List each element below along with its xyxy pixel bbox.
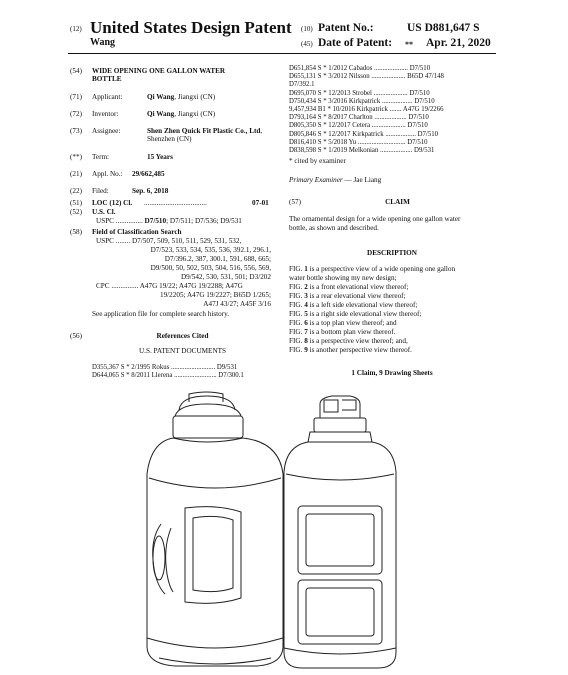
reference-dots: .................... bbox=[371, 73, 406, 81]
reference-num: D695,070 S bbox=[289, 89, 322, 97]
loc-dots: ................................... bbox=[144, 199, 207, 207]
reference-cls: D7/510 bbox=[407, 122, 428, 130]
reference-dots: ................... bbox=[374, 114, 407, 122]
reference-date: 8/2017 bbox=[328, 114, 348, 122]
reference-cls: D7/510 bbox=[407, 138, 428, 146]
reference-star: * bbox=[323, 114, 327, 122]
description-line: water bottle showing my new design; bbox=[289, 274, 397, 282]
inventor-surname: Wang bbox=[90, 37, 116, 48]
header-rule bbox=[68, 53, 496, 54]
reference-cls: D7/510 bbox=[414, 97, 435, 105]
applicant-label: Applicant: bbox=[92, 93, 123, 101]
reference-num: D655,131 S bbox=[289, 73, 322, 81]
reference-star: * bbox=[323, 130, 327, 138]
reference-cls: B65D 47/148 bbox=[407, 73, 444, 81]
assignee-label: Assignee: bbox=[92, 127, 121, 135]
applicant-value: Qi Wang, Jiangxi (CN) bbox=[147, 93, 216, 101]
reference-num: D838,598 S bbox=[289, 147, 322, 154]
reference-num: D805,350 S bbox=[289, 122, 322, 130]
code-72: (72) bbox=[70, 110, 82, 118]
reference-row bbox=[289, 147, 434, 156]
reference-num: D750,434 S bbox=[289, 97, 322, 105]
reference-cls: D7/392.1 bbox=[289, 81, 315, 89]
inventor-value: Qi Wang, Jiangxi (CN) bbox=[147, 110, 216, 118]
reference-name: Yu bbox=[348, 138, 357, 146]
reference-num: D816,410 S bbox=[289, 138, 322, 146]
reference-date: 12/2017 bbox=[328, 122, 351, 130]
description-line: FIG. 4 is a left side elevational view thereof; bbox=[289, 301, 418, 309]
field-search-uspc-line5: D9/542, 530, 531, 501; D3/202 bbox=[180, 273, 271, 281]
references-title: References Cited bbox=[156, 332, 209, 340]
filed-value: Sep. 6, 2018 bbox=[132, 187, 169, 195]
field-search-uspc-line3: D7/396.2, 387, 300.1, 591, 688, 665; bbox=[164, 255, 271, 263]
reference-num: 9,457,934 B1 bbox=[289, 106, 326, 113]
reference-dots: ....... bbox=[389, 106, 402, 113]
reference-name: Cabados bbox=[348, 65, 373, 72]
reference-name: Charlton bbox=[348, 114, 373, 122]
reference-dots: ................... bbox=[380, 147, 413, 154]
reference-date: 1/2012 bbox=[328, 65, 348, 72]
code-56: (56) bbox=[70, 332, 82, 340]
code-10: (10) bbox=[301, 25, 313, 33]
assignee-city: Shenzhen (CN) bbox=[147, 135, 192, 143]
field-search-uspc-line1: USPC ........ D7/507, 509, 510, 511, 529, 531, 532, bbox=[96, 237, 242, 245]
inventor-label: Inventor: bbox=[92, 110, 119, 118]
claim-text-line2: bottle, as shown and described. bbox=[289, 224, 379, 232]
reference-cls: D7/510 bbox=[408, 114, 429, 122]
code-73: (73) bbox=[70, 127, 82, 135]
reference-date: 3/2016 bbox=[328, 97, 348, 105]
reference-num: D805,846 S bbox=[289, 130, 322, 138]
reference-dots: .................... bbox=[371, 122, 406, 130]
reference-name: Kirkpatrick bbox=[356, 106, 388, 113]
reference-dots: .................... bbox=[373, 89, 408, 97]
reference-name: Strobel bbox=[352, 89, 372, 97]
description-line: FIG. 6 is a top plan view thereof; and bbox=[289, 319, 397, 327]
reference-star: * bbox=[323, 97, 327, 105]
reference-date: 1/2019 bbox=[328, 147, 348, 154]
code-52: (52) bbox=[70, 208, 82, 216]
code-21: (21) bbox=[70, 170, 82, 178]
us-cl-label: U.S. Cl. bbox=[92, 208, 116, 216]
examiner-line: Primary Examiner — Jae Liang bbox=[289, 176, 382, 184]
reference-name: Melkonian bbox=[348, 147, 379, 154]
code-12: (12) bbox=[70, 25, 82, 33]
reference-star: * bbox=[327, 106, 331, 113]
document-title: United States Design Patent bbox=[90, 18, 292, 37]
reference-star: * bbox=[323, 147, 327, 154]
description-title: DESCRIPTION bbox=[367, 249, 417, 257]
description-line: FIG. 3 is a rear elevational view thereof; bbox=[289, 292, 406, 300]
term-label: Term: bbox=[92, 153, 110, 161]
reference-cls: D7/510 bbox=[409, 89, 430, 97]
code-71: (71) bbox=[70, 93, 82, 101]
reference-dots: .................. bbox=[385, 130, 416, 138]
field-search-uspc-line2: D7/523, 533, 534, 535, 536, 392.1, 296.1, bbox=[150, 246, 271, 254]
date-label: Date of Patent: bbox=[318, 37, 393, 49]
reference-dots: .................... bbox=[374, 65, 408, 72]
reference-star: * bbox=[323, 122, 327, 130]
code-45: (45) bbox=[301, 40, 313, 48]
reference-date: 12/2013 bbox=[328, 89, 351, 97]
design-title-line2: BOTTLE bbox=[92, 75, 122, 83]
code-58: (58) bbox=[70, 228, 82, 236]
patent-date: Apr. 21, 2020 bbox=[426, 37, 491, 49]
reference-num: D793,164 S bbox=[289, 114, 322, 122]
reference-name: Kirkpatrick bbox=[352, 130, 384, 138]
reference-cls: D9/531 bbox=[414, 147, 435, 154]
cited-note: * cited by examiner bbox=[289, 157, 346, 165]
description-line: FIG. 7 is a bottom plan view thereof. bbox=[289, 328, 396, 336]
reference-date: 10/2016 bbox=[332, 106, 355, 113]
field-search-cpc-line2: 19/2205; A47G 19/2227; B65D 1/265; bbox=[159, 291, 271, 299]
field-search-cpc-line1: CPC ............... A47G 19/22; A47G 19/2288; A47G bbox=[96, 282, 243, 290]
code-54: (54) bbox=[70, 67, 82, 75]
code-57: (57) bbox=[289, 198, 301, 206]
assignee-value: Shen Zhen Quick Fit Plastic Co., Ltd, bbox=[147, 127, 263, 135]
reference-cls: D7/510 bbox=[409, 65, 431, 72]
filed-label: Filed: bbox=[92, 187, 109, 195]
reference-name: Cetera bbox=[352, 122, 371, 130]
reference-date: 3/2012 bbox=[328, 73, 348, 81]
term-value: 15 Years bbox=[147, 153, 173, 161]
reference-cls: D7/510 bbox=[417, 130, 439, 138]
description-line: FIG. 1 is a perspective view of a wide opening one gallon bbox=[289, 265, 456, 273]
reference-dots: .................. bbox=[381, 97, 413, 105]
reference-row: D644,065 S * 8/2011 Llerena ......................... D7/300.1 bbox=[92, 372, 244, 379]
patent-no-label: Patent No.: bbox=[318, 22, 374, 34]
reference-star: * bbox=[323, 89, 327, 97]
description-line: FIG. 5 is a right side elevational view thereof; bbox=[289, 310, 422, 318]
bottle-front-drawing bbox=[280, 394, 400, 670]
appl-no-value: 29/662,485 bbox=[132, 170, 165, 178]
drawing-sheets-note: 1 Claim, 9 Drawing Sheets bbox=[351, 369, 433, 377]
references-subtitle: U.S. PATENT DOCUMENTS bbox=[138, 347, 227, 355]
description-line: FIG. 8 is a perspective view thereof; and, bbox=[289, 337, 408, 345]
claim-title: CLAIM bbox=[385, 198, 410, 206]
field-search-cpc-line3: A47J 43/27; A45F 3/16 bbox=[203, 300, 271, 308]
bottle-perspective-drawing bbox=[145, 388, 285, 670]
reference-date: 5/2018 bbox=[328, 138, 348, 146]
loc-label: LOC (12) Cl. bbox=[92, 199, 133, 207]
field-search-uspc-line4: D9/500, 50, 502, 503, 504, 516, 556, 569, bbox=[150, 264, 271, 272]
reference-dots: ............................ bbox=[357, 138, 406, 146]
patent-number: US D881,647 S bbox=[407, 22, 480, 34]
field-search-note: See application file for complete search history. bbox=[92, 310, 230, 318]
reference-name: Kirkpatrick bbox=[348, 97, 381, 105]
reference-star: * bbox=[323, 73, 327, 81]
date-stars: ** bbox=[405, 40, 413, 49]
code-term: (**) bbox=[70, 153, 82, 161]
code-51: (51) bbox=[70, 199, 82, 207]
field-search-label: Field of Classification Search bbox=[92, 228, 182, 236]
design-title-line1: WIDE OPENING ONE GALLON WATER bbox=[92, 67, 226, 75]
reference-star: * bbox=[323, 138, 327, 146]
reference-num: D651,854 S bbox=[289, 65, 322, 72]
reference-name: Nilsson bbox=[348, 73, 370, 81]
us-cl-uspc: USPC ............... D7/510; D7/511; D7/536; D9/531 bbox=[96, 217, 242, 225]
claim-text-line1: The ornamental design for a wide opening one gallon water bbox=[289, 215, 461, 223]
description-line: FIG. 9 is another perspective view thereof. bbox=[289, 346, 412, 354]
code-22: (22) bbox=[70, 187, 82, 195]
reference-star: * bbox=[323, 65, 327, 72]
reference-cls: A47G 19/2266 bbox=[402, 106, 444, 113]
appl-no-label: Appl. No.: bbox=[92, 170, 123, 178]
description-line: FIG. 2 is a front elevational view thereof; bbox=[289, 283, 409, 291]
reference-row: D355,367 S * 2/1995 Rokus .......................... D9/531 bbox=[92, 364, 238, 371]
reference-date: 12/2017 bbox=[328, 130, 351, 138]
loc-value: 07-01 bbox=[252, 199, 269, 207]
